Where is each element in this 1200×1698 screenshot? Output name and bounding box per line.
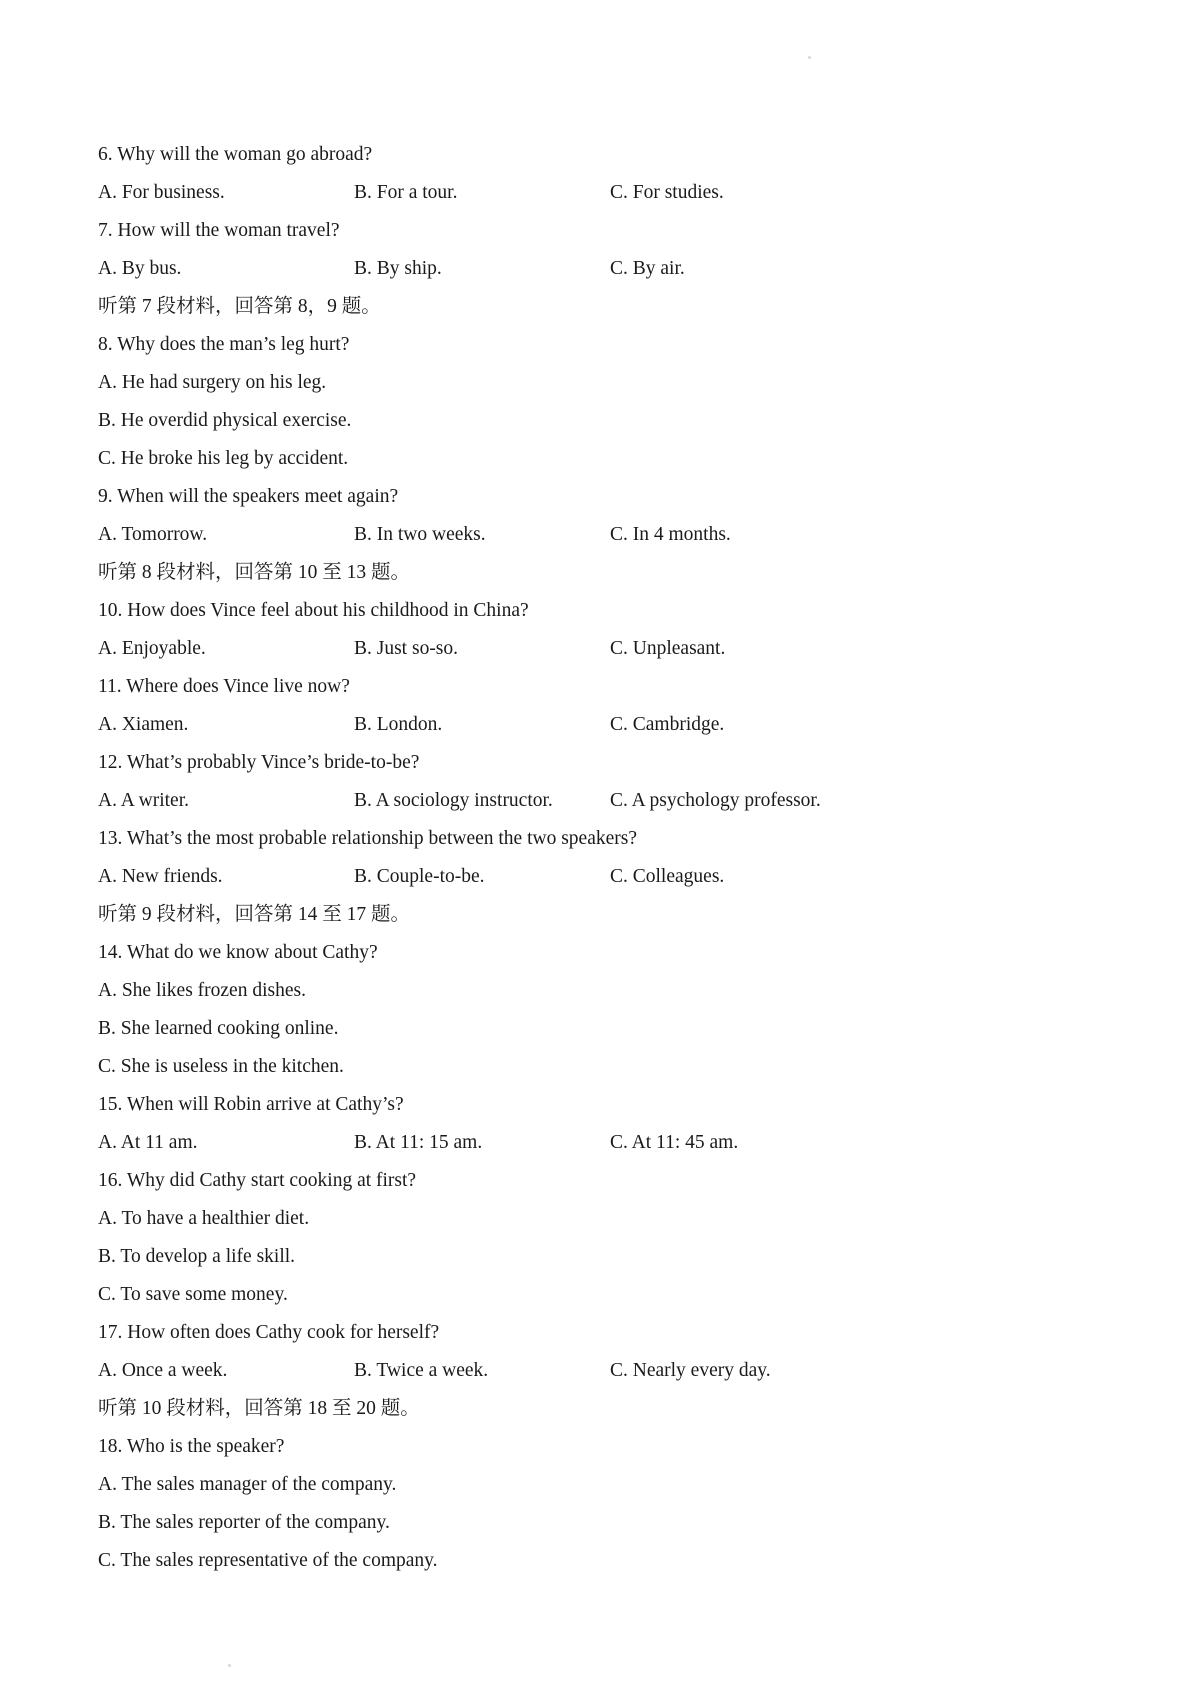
text-line: A. To have a healthier diet. [98,1208,310,1229]
text-line: B. She learned cooking online. [98,1018,339,1039]
option-a: A. Tomorrow. [98,524,208,545]
option-b: B. Couple-to-be. [354,866,485,887]
option-c: C. A psychology professor. [610,790,821,811]
options-row [98,250,1108,288]
text-line: B. He overdid physical exercise. [98,410,352,431]
text-line: 9. When will the speakers meet again? [98,486,399,507]
text-line: A. She likes frozen dishes. [98,980,306,1001]
option-c: C. Nearly every day. [610,1360,771,1381]
option-a: A. Once a week. [98,1360,228,1381]
option-b: B. A sociology instructor. [354,790,553,811]
options-row [98,516,1108,554]
options-row [98,706,1108,744]
text-line: C. He broke his leg by accident. [98,448,349,469]
text-line: 8. Why does the man’s leg hurt? [98,334,350,355]
text-line: 听第 9 段材料，回答第 14 至 17 题。 [98,904,411,925]
option-b: B. By ship. [354,258,442,279]
text-line: 10. How does Vince feel about his childhood in China? [98,600,529,621]
text-line: 16. Why did Cathy start cooking at first? [98,1170,417,1191]
option-c: C. Unpleasant. [610,638,726,659]
options-row [98,174,1108,212]
text-line: 12. What’s probably Vince’s bride-to-be? [98,752,420,773]
text-line: A. He had surgery on his leg. [98,372,327,393]
option-b: B. For a tour. [354,182,458,203]
exam-content [98,136,1108,1580]
options-row [98,1352,1108,1390]
text-line: 14. What do we know about Cathy? [98,942,378,963]
text-line: 听第 8 段材料，回答第 10 至 13 题。 [98,562,411,583]
option-c: C. Colleagues. [610,866,725,887]
option-c: C. For studies. [610,182,724,203]
text-line: C. She is useless in the kitchen. [98,1056,344,1077]
text-line: 18. Who is the speaker? [98,1436,285,1457]
option-b: B. Twice a week. [354,1360,489,1381]
text-line: 听第 7 段材料，回答第 8，9 题。 [98,296,381,317]
option-c: C. By air. [610,258,685,279]
options-row [98,858,1108,896]
option-b: B. In two weeks. [354,524,486,545]
text-line: 听第 10 段材料，回答第 18 至 20 题。 [98,1398,420,1419]
text-line: 17. How often does Cathy cook for herself? [98,1322,440,1343]
option-a: A. By bus. [98,258,182,279]
text-line: C. To save some money. [98,1284,288,1305]
scan-mark-bottom [228,1664,231,1667]
options-row [98,782,1108,820]
option-a: A. At 11 am. [98,1132,198,1153]
text-line: C. The sales representative of the company. [98,1550,438,1571]
option-a: A. For business. [98,182,225,203]
text-line: B. The sales reporter of the company. [98,1512,390,1533]
option-a: A. Enjoyable. [98,638,206,659]
option-a: A. New friends. [98,866,223,887]
text-line: 11. Where does Vince live now? [98,676,350,697]
text-line: 7. How will the woman travel? [98,220,340,241]
options-row [98,1124,1108,1162]
option-b: B. Just so-so. [354,638,459,659]
option-b: B. London. [354,714,443,735]
option-c: C. At 11: 45 am. [610,1132,739,1153]
text-line: 13. What’s the most probable relationship between the two speakers? [98,828,637,849]
option-b: B. At 11: 15 am. [354,1132,483,1153]
option-c: C. Cambridge. [610,714,725,735]
text-line: A. The sales manager of the company. [98,1474,397,1495]
text-line: 6. Why will the woman go abroad? [98,144,373,165]
scan-mark-top [808,56,811,59]
text-line: 15. When will Robin arrive at Cathy’s? [98,1094,404,1115]
option-c: C. In 4 months. [610,524,731,545]
options-row [98,630,1108,668]
text-line: B. To develop a life skill. [98,1246,296,1267]
option-a: A. Xiamen. [98,714,189,735]
option-a: A. A writer. [98,790,189,811]
